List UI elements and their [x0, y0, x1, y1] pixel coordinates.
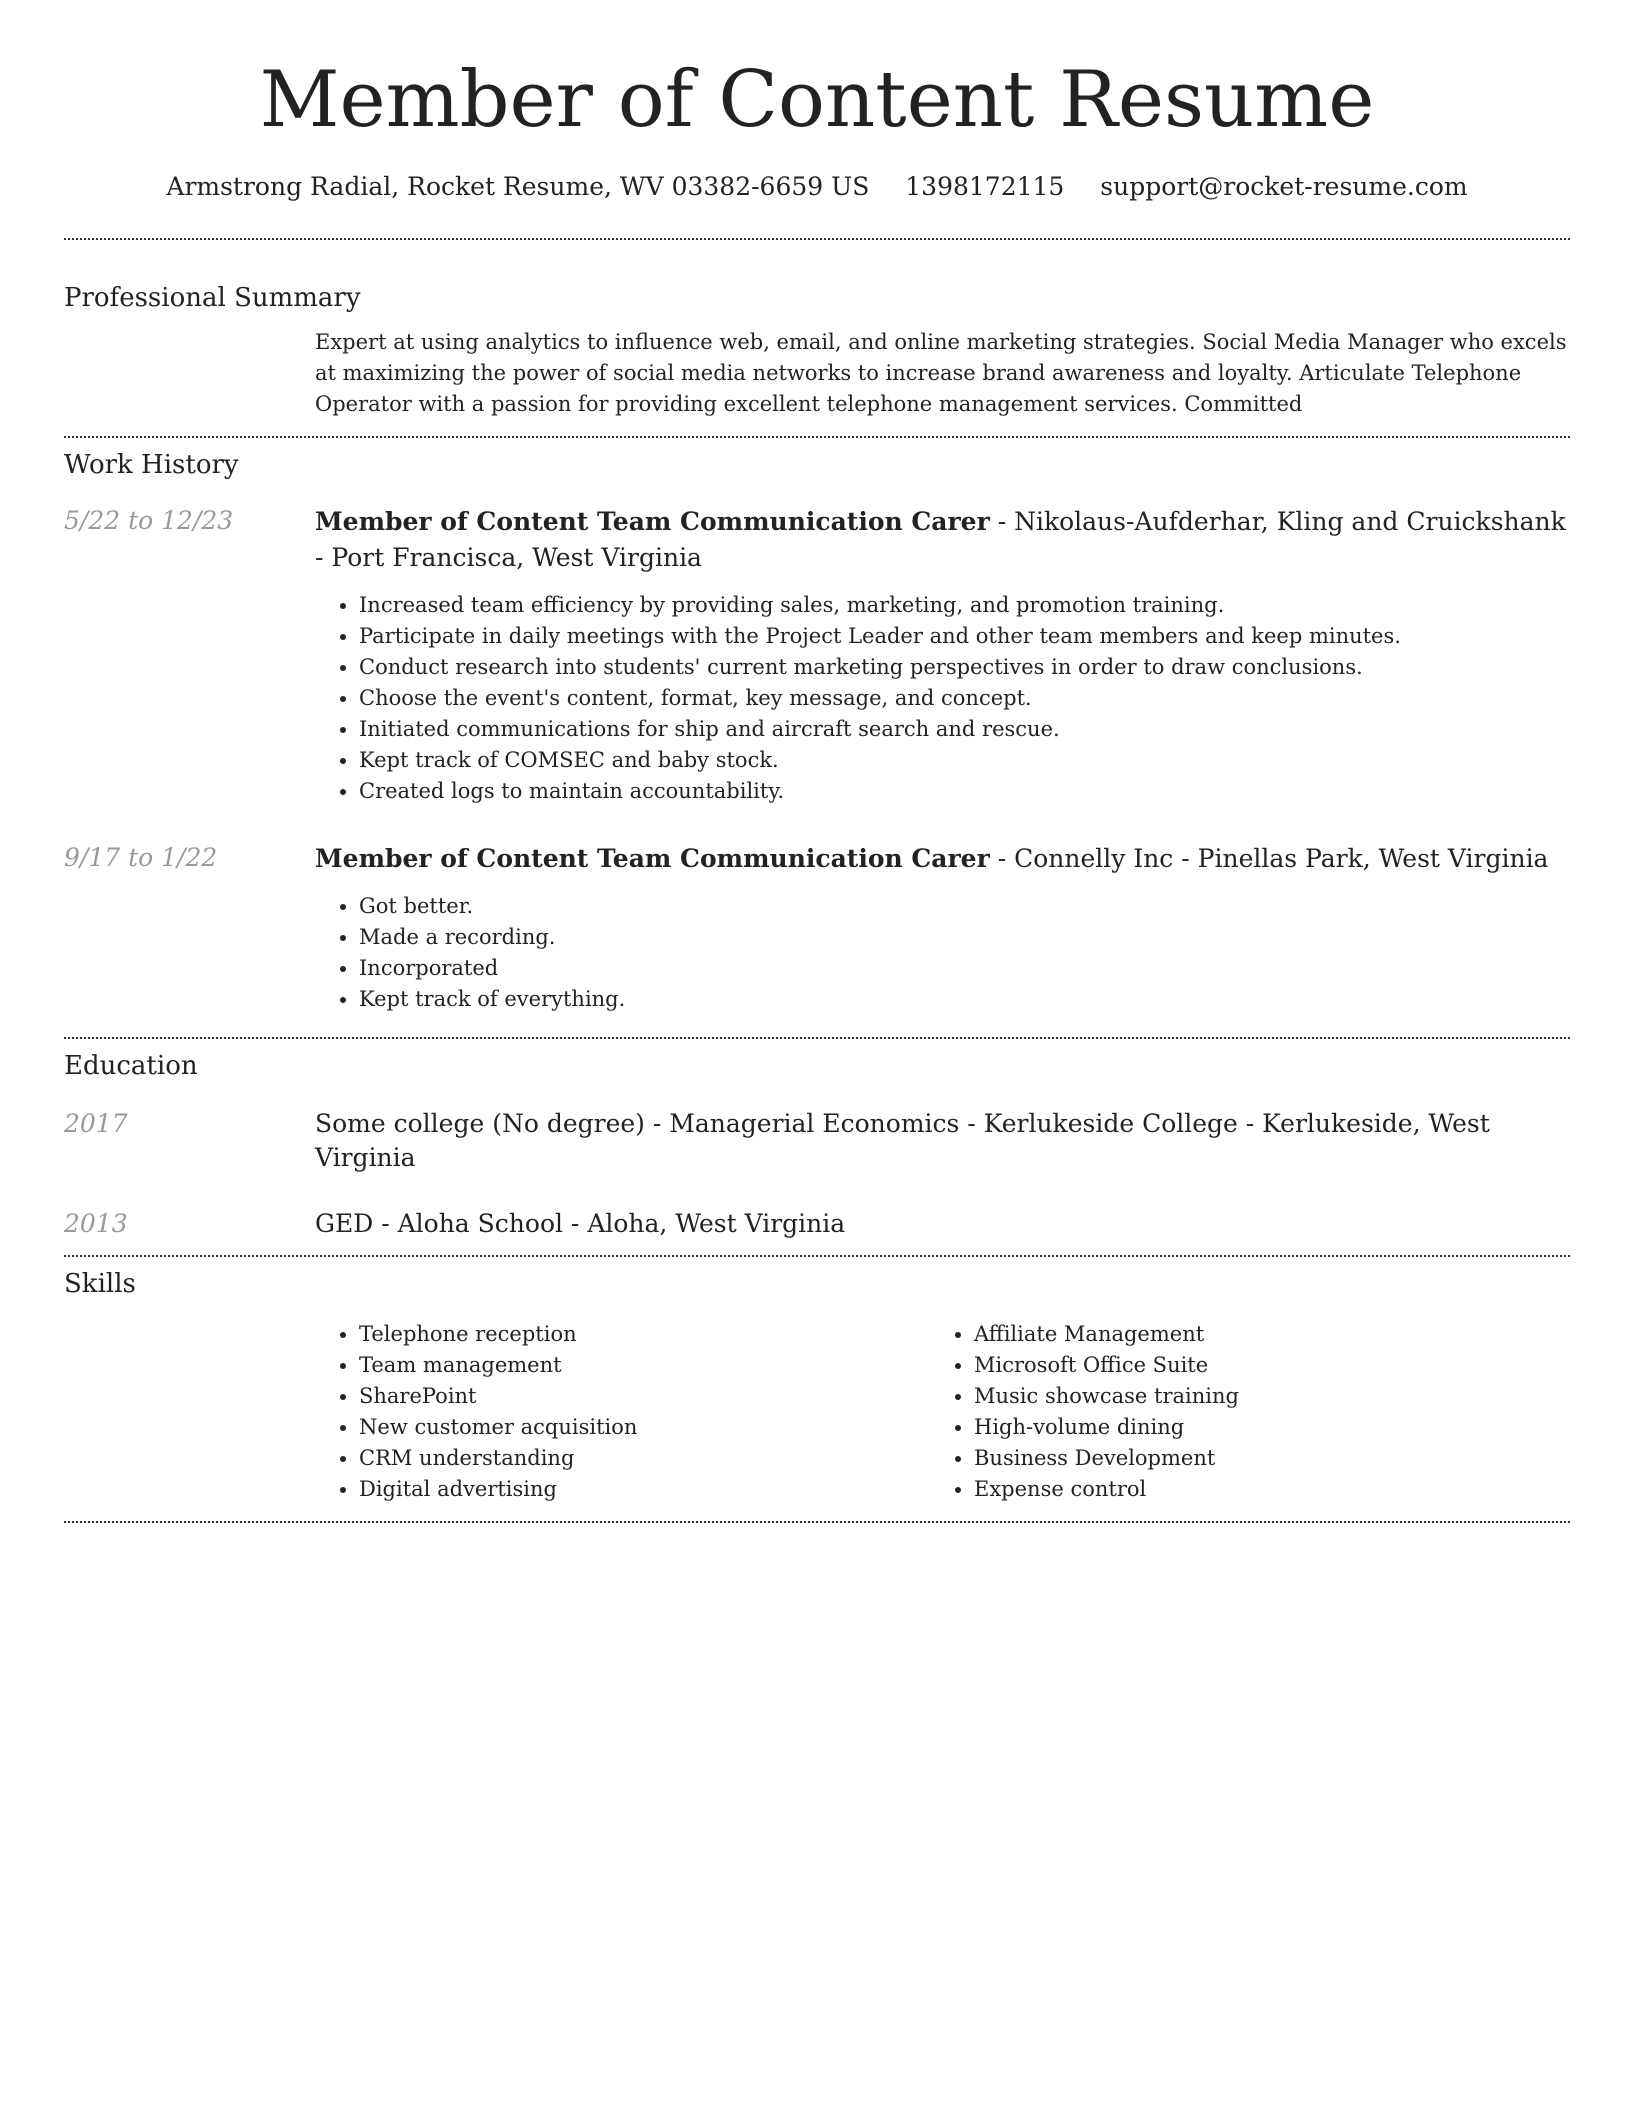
divider: [64, 1521, 1570, 1523]
section-title-skills: Skills: [64, 1269, 136, 1299]
job-entry: [64, 841, 1570, 1015]
skill-item: • Team management: [359, 1350, 930, 1381]
list-item: • Kept track of COMSEC and baby stock.: [359, 745, 1570, 776]
education-year: 2017: [64, 1109, 128, 1138]
work-section: [64, 438, 1570, 1037]
list-item: • Created logs to maintain accountability.: [359, 776, 1570, 807]
skills-list-left: [315, 1319, 930, 1505]
job-dates: 5/22 to 12/23: [64, 506, 234, 535]
section-title-education: Education: [64, 1051, 198, 1081]
skill-item: • SharePoint: [359, 1381, 930, 1412]
list-item: • Conduct research into students' current marketing perspectives in order to draw conclusions.: [359, 652, 1570, 683]
job-entry: [64, 504, 1570, 807]
job-employer-location: - Nikolaus-Aufderhar, Kling and Cruickshank - Port Francisca, West Virginia: [315, 507, 1566, 572]
skill-item: • New customer acquisition: [359, 1412, 930, 1443]
job-dates: 9/17 to 1/22: [64, 843, 218, 872]
contact-address: Armstrong Radial, Rocket Resume, WV 03382-6659 US: [166, 172, 870, 201]
job-title: Member of Content Team Communication Carer: [315, 844, 990, 873]
education-entry: [64, 1207, 1570, 1241]
skills-section: [64, 1257, 1570, 1521]
list-item: • Choose the event's content, format, key message, and concept.: [359, 683, 1570, 714]
section-title-work: Work History: [64, 450, 239, 480]
list-item: • Made a recording.: [359, 922, 1570, 953]
job-bullets: [315, 891, 1570, 1015]
list-item: • Kept track of everything.: [359, 984, 1570, 1015]
resume-page: [64, 0, 1570, 1523]
job-heading: [315, 504, 1570, 576]
skill-item: • CRM understanding: [359, 1443, 930, 1474]
list-item: • Initiated communications for ship and aircraft search and rescue.: [359, 714, 1570, 745]
education-text: GED - Aloha School - Aloha, West Virginia: [315, 1209, 846, 1238]
list-item: • Increased team efficiency by providing sales, marketing, and promotion training.: [359, 590, 1570, 621]
job-bullets: [315, 590, 1570, 807]
job-heading: [315, 841, 1570, 877]
contact-line: [64, 170, 1570, 204]
skill-item: • High-volume dining: [974, 1412, 1545, 1443]
education-text: Some college (No degree) - Managerial Economics - Kerlukeside College - Kerlukeside, West Virginia: [315, 1109, 1490, 1172]
education-section: [64, 1039, 1570, 1255]
education-year: 2013: [64, 1209, 128, 1238]
skill-item: • Business Development: [974, 1443, 1545, 1474]
resume-title: Member of Content Resume: [259, 55, 1375, 145]
list-item: • Got better.: [359, 891, 1570, 922]
summary-text: Expert at using analytics to influence web, email, and online marketing strategies. Social Media Manager who excels at maximizing the power of social media networks to increase brand awareness and loyalty. Articulate Telephone Operator with a passion for providing excellent telephone management services. Committed: [315, 330, 1567, 416]
skill-item: • Music showcase training: [974, 1381, 1545, 1412]
list-item: • Participate in daily meetings with the Project Leader and other team members and keep minutes.: [359, 621, 1570, 652]
skill-item: • Telephone reception: [359, 1319, 930, 1350]
skill-item: • Digital advertising: [359, 1474, 930, 1505]
skill-item: • Affiliate Management: [974, 1319, 1545, 1350]
education-entry: [64, 1107, 1570, 1175]
job-employer-location: - Connelly Inc - Pinellas Park, West Virginia: [989, 844, 1549, 873]
contact-email: support@rocket-resume.com: [1100, 172, 1468, 201]
job-title: Member of Content Team Communication Carer: [315, 507, 990, 536]
skill-item: • Expense control: [974, 1474, 1545, 1505]
summary-section: [64, 240, 1570, 436]
list-item: • Incorporated: [359, 953, 1570, 984]
contact-phone: 1398172115: [905, 172, 1065, 201]
section-title-summary: Professional Summary: [64, 283, 361, 313]
skill-item: • Microsoft Office Suite: [974, 1350, 1545, 1381]
skills-list-right: [930, 1319, 1545, 1505]
